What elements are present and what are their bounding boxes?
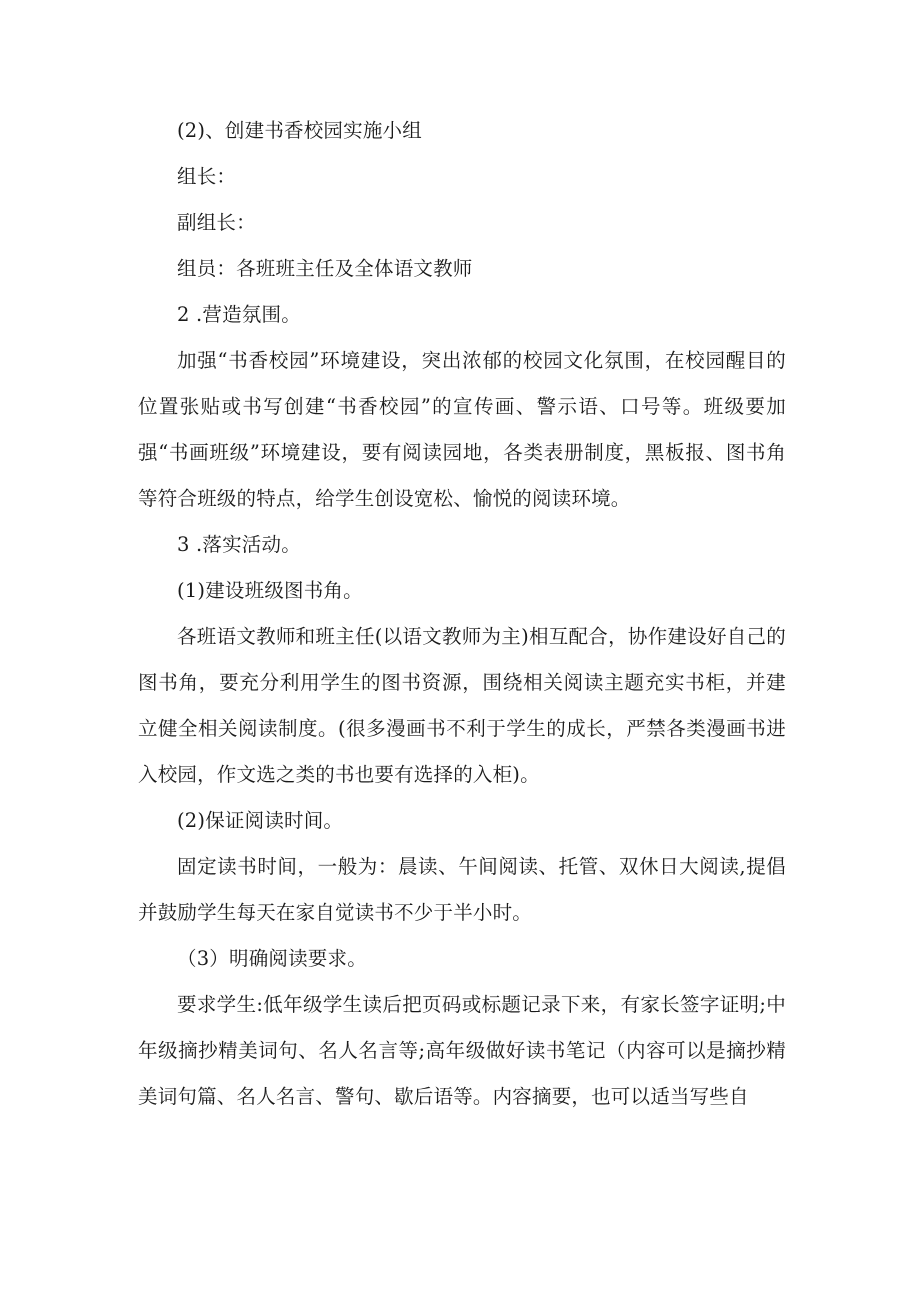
- paragraph-environment: 加强“书香校园”环境建设，突出浓郁的校园文化氛围，在校园醒目的位置张贴或书写创建“书香校园”的宣传画、警示语、口号等。班级要加强“书画班级”环境建设，要有阅读园地，各类表册制度，黑板报、图书角等符合班级的特点，给学生创设宽松、愉悦的阅读环境。: [138, 349, 786, 510]
- document-page: [138, 108, 786, 1120]
- section-heading-implementation-group: (2)、创建书香校园实施小组: [177, 119, 422, 142]
- paragraph-book-corner: 各班语文教师和班主任(以语文教师为主)相互配合，协作建设好自己的图书角，要充分利用学生的图书资源，围绕相关阅读主题充实书柜，并建立健全相关阅读制度。(很多漫画书不利于学生的成长，严禁各类漫画书进入校园，作文选之类的书也要有选择的入柜)。: [138, 625, 786, 786]
- paragraph-reading-requirements: 要求学生:低年级学生读后把页码或标题记录下来，有家长签字证明;中年级摘抄精美词句、名人名言等;高年级做好读书笔记（内容可以是摘抄精美词句篇、名人名言、警句、歇后语等。内容摘要，也可以适当写些自: [138, 993, 786, 1108]
- subheading-reading-time: (2)保证阅读时间。: [177, 809, 344, 832]
- subheading-reading-requirements: （3）明确阅读要求。: [177, 947, 367, 970]
- section-heading-atmosphere: 2 .营造氛围。: [177, 303, 301, 326]
- deputy-leader-line: 副组长：: [177, 211, 256, 234]
- paragraph-reading-time: 固定读书时间，一般为：晨读、午间阅读、托管、双休日大阅读,提倡并鼓励学生每天在家自觉读书不少于半小时。: [138, 855, 786, 924]
- section-heading-activities: 3 .落实活动。: [177, 533, 301, 556]
- subheading-book-corner: (1)建设班级图书角。: [177, 579, 363, 602]
- group-leader-line: 组长：: [177, 165, 237, 188]
- group-members-line: 组员：各班班主任及全体语文教师: [177, 257, 473, 280]
